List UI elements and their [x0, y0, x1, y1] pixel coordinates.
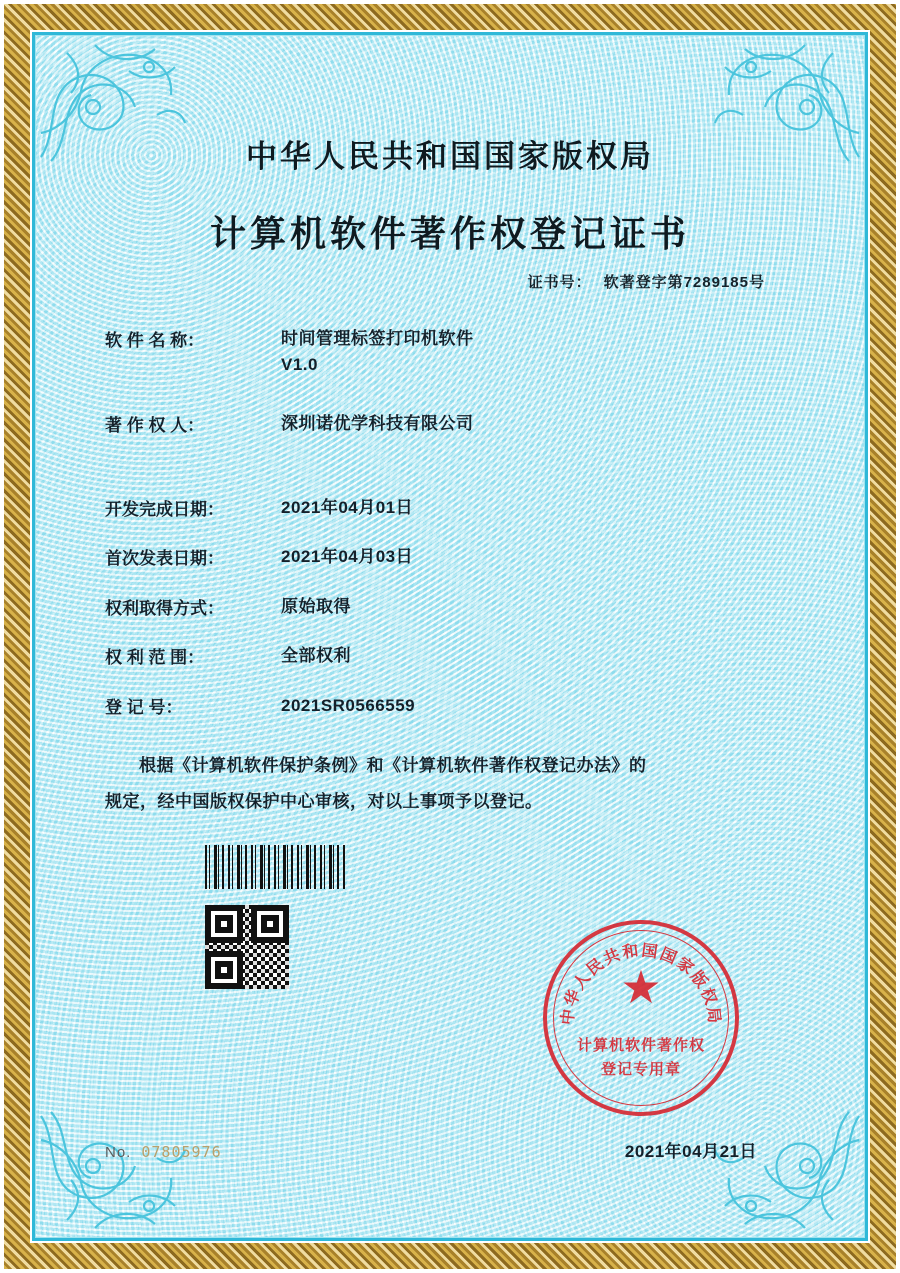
field-label: 权 利 范 围： — [105, 648, 205, 667]
field-label: 著 作 权 人： — [105, 416, 205, 435]
serial-value: 07805976 — [141, 1143, 222, 1161]
field-label: 权利取得方式： — [105, 598, 224, 618]
legal-statement — [105, 748, 795, 819]
seal-text-line1: 计算机软件著作权 — [576, 1037, 705, 1054]
field-row-software-name — [105, 326, 795, 377]
field-row-rights-scope — [105, 643, 795, 669]
field-label: 首次发表日期： — [105, 549, 224, 568]
legal-statement-line2: 规定，经中国版权保护中心审核，对以上事项予以登记。 — [105, 791, 543, 811]
field-label: 软 件 名 称： — [105, 331, 205, 350]
issue-date: 2021年04月21日 — [624, 1142, 757, 1161]
serial-prefix: No. — [105, 1144, 132, 1161]
issuing-authority: 中华人民共和国国家版权局 — [246, 139, 654, 175]
field-value: 2021年04月03日 — [281, 547, 414, 566]
certificate-content — [35, 35, 865, 1238]
field-list — [105, 326, 795, 718]
legal-statement-line1: 根据《计算机软件保护条例》和《计算机软件著作权登记办法》的 — [139, 756, 647, 775]
field-row-development-date — [105, 495, 795, 521]
serial-number — [105, 1143, 222, 1161]
security-pattern-panel — [32, 32, 868, 1241]
section-spacer — [105, 461, 795, 495]
field-value: 2021SR0566559 — [281, 695, 416, 715]
field-row-copyright-owner — [105, 411, 795, 437]
barcode — [205, 845, 345, 889]
field-row-registration-number — [105, 693, 795, 719]
seal-text-line2: 登记专用章 — [600, 1061, 681, 1078]
field-value: 深圳诺优学科技有限公司 — [281, 414, 474, 433]
field-row-first-publication-date — [105, 544, 795, 570]
seal-arc-text — [547, 924, 735, 1112]
field-value: 全部权利 — [281, 646, 351, 665]
certificate-footer — [105, 1137, 795, 1162]
star-icon: ★ — [620, 961, 662, 1013]
field-value — [281, 326, 474, 377]
field-value-line1: 时间管理标签打印机软件 — [281, 329, 474, 348]
document-title: 计算机软件著作权登记证书 — [209, 213, 690, 255]
official-seal — [543, 920, 739, 1116]
field-label: 登 记 号： — [105, 697, 183, 717]
qr-code — [205, 905, 289, 989]
field-label: 开发完成日期： — [105, 499, 224, 519]
certificate-number-label: 证书号： — [527, 274, 592, 291]
field-row-acquisition-method — [105, 594, 795, 620]
field-value: 原始取得 — [281, 596, 351, 616]
field-value: 2021年04月01日 — [281, 497, 414, 517]
certificate-number-row — [105, 271, 765, 292]
seal-arc-label: 中华人民共和国国家版权局 — [557, 940, 725, 1026]
certificate-number-value: 软著登字第7289185号 — [603, 274, 765, 291]
field-value-line2: V1.0 — [281, 354, 318, 374]
